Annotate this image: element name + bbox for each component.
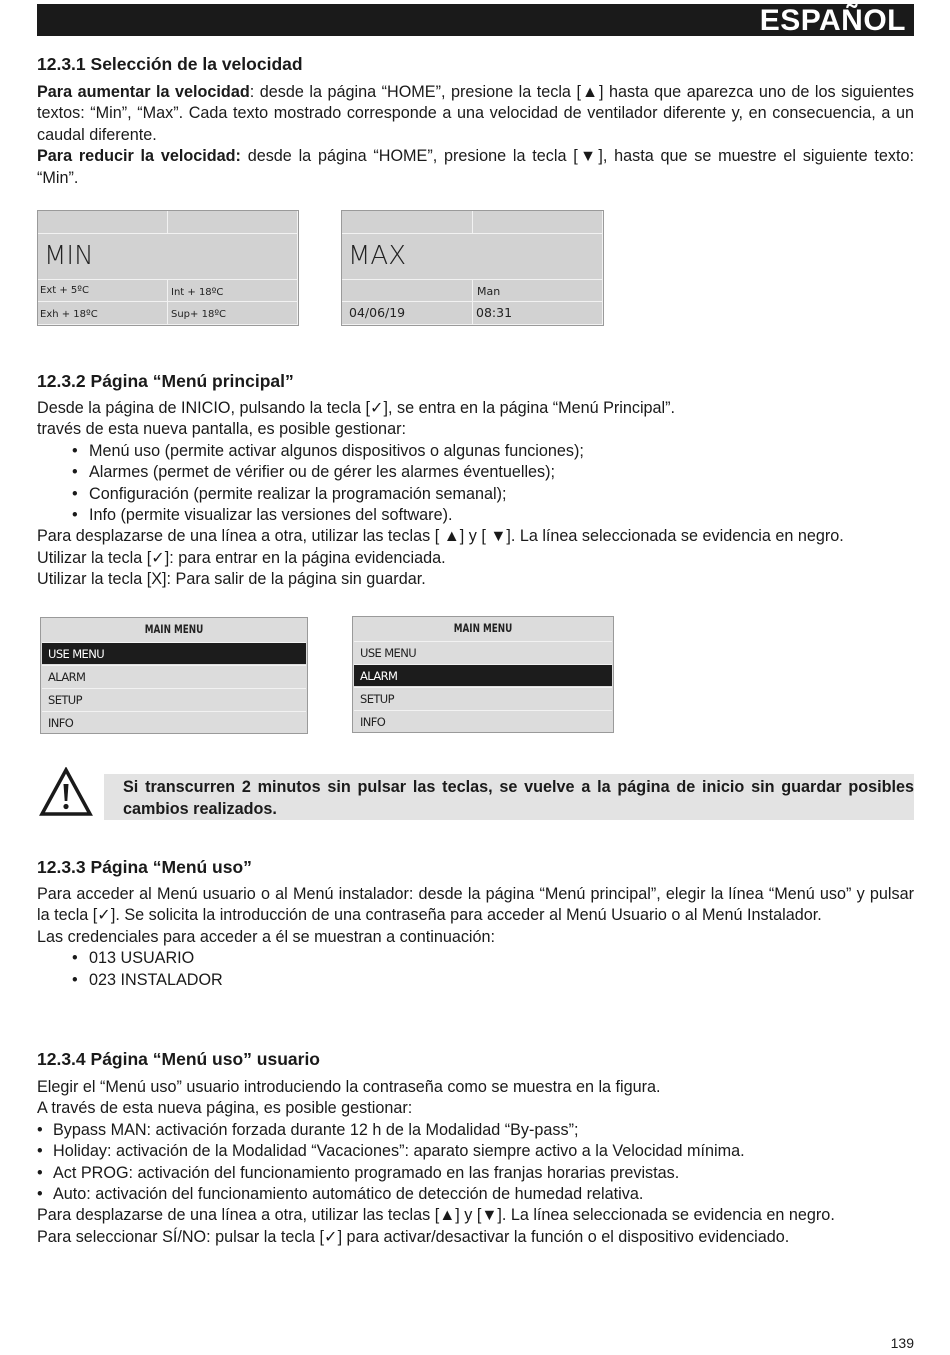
- warning-text: Si transcurren 2 minutos sin pulsar las teclas, se vuelve a la página de inicio sin guardar posibles cambios realizados.: [123, 778, 914, 818]
- menu-row-use-menu: USE MENU: [42, 642, 306, 664]
- display-cell: [473, 211, 603, 234]
- list-item: • 023 INSTALADOR: [37, 970, 914, 991]
- use-menu-access-paragraph: Para acceder al Menú usuario o al Menú instalador: desde la página “Menú principal”, elegir la línea “Menú uso” y pulsar la tecla [✓]. Se solicita la introducción de una contraseña para acceder al Menú Usuario o al Menú Instalador.: [37, 885, 914, 925]
- increase-speed-text: : desde la página “HOME”, presione la tecla [▲] hasta que aparezca uno de los siguientes textos: “Min”, “Max”. Cada texto mostrado corresponde a una velocidad de ventilador diferente y, en consecuencia, a un caudal diferente.: [37, 83, 914, 144]
- user-menu-intro-2: A través de esta nueva página, es posible gestionar:: [37, 1099, 413, 1118]
- user-menu-instructions: [37, 1077, 914, 1248]
- increase-speed-paragraph: [37, 82, 914, 146]
- menu-row-alarm: ALARM: [354, 664, 612, 686]
- list-item: • Alarmes (permet de vérifier ou de gérer les alarmes éventuelles);: [37, 462, 914, 483]
- main-menu-screen-alarm-selected: [352, 616, 614, 733]
- section-user-use-menu: [37, 1048, 914, 1070]
- main-menu-intro: Desde la página de INICIO, pulsando la tecla [✓], se entra en la página “Menú Principal”.: [37, 399, 676, 417]
- main-menu-screen-use-menu-selected: [40, 617, 308, 734]
- int-temperature: Int + 18ºC: [171, 287, 224, 298]
- list-item: • Menú uso (permite activar algunos dispositivos o algunas funciones);: [37, 441, 914, 462]
- exh-temperature: Exh + 18ºC: [40, 309, 98, 320]
- use-menu-instructions: [37, 884, 914, 991]
- warning-triangle-icon: [39, 767, 93, 817]
- ext-temperature: Ext + 5ºC: [40, 285, 89, 296]
- section-heading: 12.3.3 Página “Menú uso”: [37, 857, 252, 877]
- toggle-note: Para seleccionar SÍ/NO: pulsar la tecla [✓] para activar/desactivar la función o el dispositivo evidenciado.: [37, 1227, 790, 1246]
- menu-title: MAIN MENU: [144, 622, 204, 636]
- increase-speed-label: Para aumentar la velocidad: [37, 83, 250, 101]
- credentials-list: [37, 948, 914, 991]
- list-item: • Act PROG: activación del funcionamiento programado en las franjas horarias previstas.: [37, 1163, 914, 1184]
- menu-row-info: INFO: [42, 711, 306, 733]
- speed-word-min: MIN: [44, 241, 94, 271]
- display-max-screen: [341, 210, 604, 326]
- exit-note: Utilizar la tecla [X]: Para salir de la página sin guardar.: [37, 570, 426, 589]
- section-speed-selection: [37, 53, 914, 75]
- display-min-screen: [37, 210, 299, 326]
- list-item: • Bypass MAN: activación forzada durante 12 h de la Modalidad “By-pass”;: [37, 1120, 914, 1141]
- menu-row-setup: SETUP: [42, 688, 306, 710]
- date-readout: 04/06/19: [349, 305, 406, 320]
- user-menu-intro: Elegir el “Menú uso” usuario introduciendo la contraseña como se muestra en la figura.: [37, 1078, 661, 1096]
- user-menu-options-list: [37, 1120, 914, 1206]
- enter-note: Utilizar la tecla [✓]: para entrar en la página evidenciada.: [37, 548, 446, 567]
- menu-row-info: INFO: [354, 710, 612, 732]
- language-label: ESPAÑOL: [759, 4, 906, 37]
- menu-row-alarm: ALARM: [42, 665, 306, 687]
- sup-temperature: Sup+ 18ºC: [171, 309, 227, 320]
- display-cell: [38, 211, 168, 234]
- section-main-menu: [37, 370, 914, 392]
- list-item: • 013 USUARIO: [37, 948, 914, 969]
- mode-label: Man: [477, 285, 501, 298]
- time-readout: 08:31: [476, 305, 513, 320]
- list-item: • Holiday: activación de la Modalidad “Vacaciones”: aparato siempre activo a la Velocidad mínima.: [37, 1141, 914, 1162]
- main-menu-intro-2: través de esta nueva pantalla, es posible gestionar:: [37, 420, 406, 439]
- main-menu-instructions: [37, 398, 914, 591]
- speed-word-max: MAX: [348, 241, 407, 271]
- speed-instructions: [37, 82, 914, 189]
- list-item: • Auto: activación del funcionamiento automático de detección de humedad relativa.: [37, 1184, 914, 1205]
- list-item: • Configuración (permite realizar la programación semanal);: [37, 484, 914, 505]
- menu-title: MAIN MENU: [453, 621, 513, 635]
- display-cell: [168, 211, 298, 234]
- menu-row-setup: SETUP: [354, 687, 612, 709]
- main-menu-options-list: [37, 441, 914, 527]
- section-heading: 12.3.2 Página “Menú principal”: [37, 371, 294, 391]
- page-number: 139: [890, 1335, 914, 1351]
- display-cell: [342, 280, 473, 302]
- section-use-menu: [37, 856, 914, 878]
- section-heading: 12.3.1 Selección de la velocidad: [37, 54, 303, 74]
- menu-row-use-menu: USE MENU: [354, 641, 612, 663]
- navigation-note: Para desplazarse de una línea a otra, utilizar las teclas [▲] y [▼]. La línea seleccionada se evidencia en negro.: [37, 1206, 835, 1225]
- navigation-note: Para desplazarse de una línea a otra, utilizar las teclas [ ▲] y [ ▼]. La línea seleccionada se evidencia en negro.: [37, 527, 844, 546]
- display-cell: [342, 211, 473, 234]
- decrease-speed-paragraph: [37, 146, 914, 189]
- decrease-speed-label: Para reducir la velocidad:: [37, 147, 241, 166]
- credentials-intro: Las credenciales para acceder a él se muestran a continuación:: [37, 927, 496, 946]
- warning-note: [104, 774, 914, 820]
- decrease-speed-text: desde la página “HOME”, presione la tecla [▼], hasta que se muestre el siguiente texto: “Min”.: [37, 147, 914, 187]
- list-item: • Info (permite visualizar las versiones del software).: [37, 505, 914, 526]
- section-heading: 12.3.4 Página “Menú uso” usuario: [37, 1049, 320, 1069]
- language-header-bar: [37, 4, 914, 36]
